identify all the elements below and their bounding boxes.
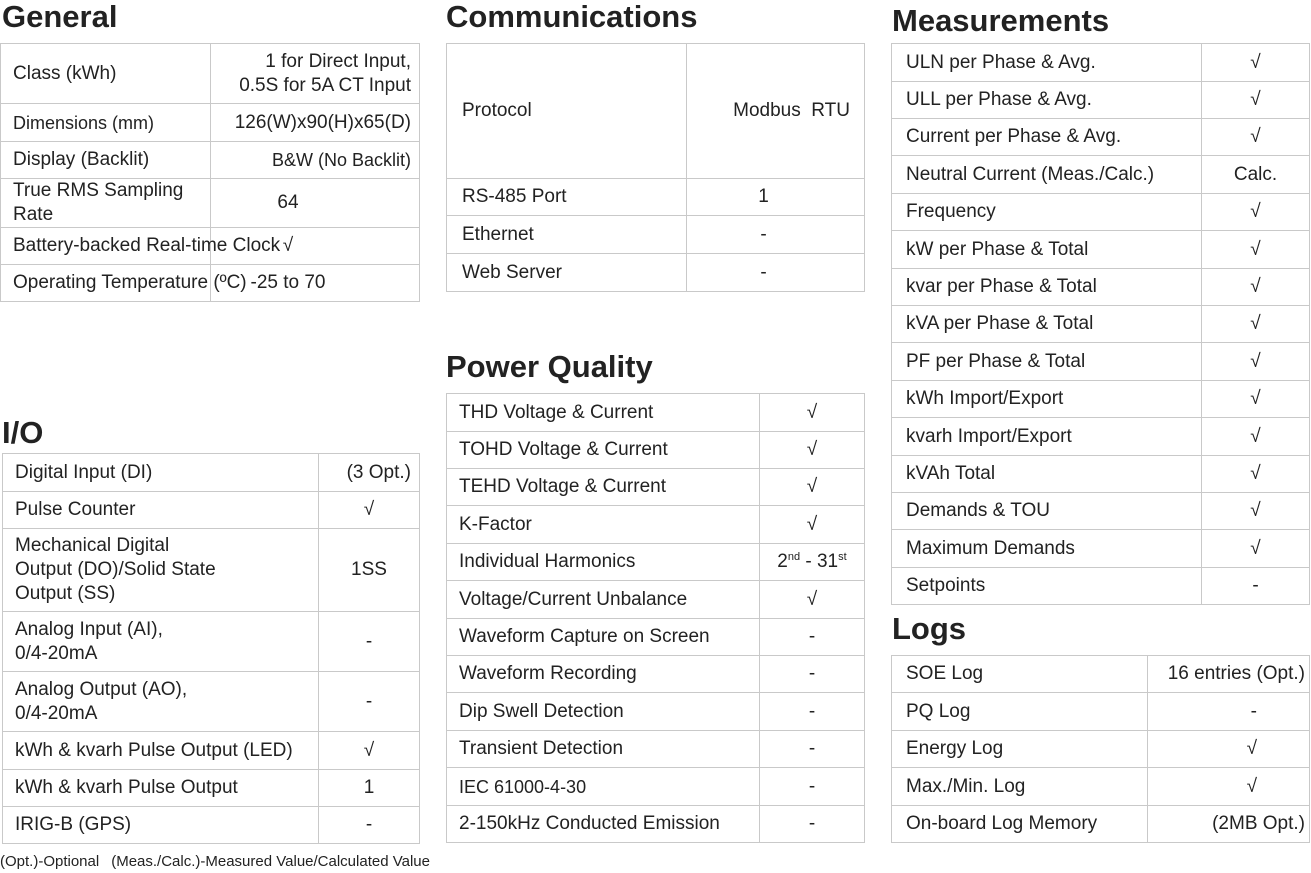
row-label-line: Analog Input (AI), xyxy=(15,618,163,640)
row-value: √ xyxy=(760,469,865,506)
row-value: (3 Opt.) xyxy=(319,454,420,492)
general-title: General xyxy=(2,0,118,34)
row-value: - xyxy=(319,807,420,844)
row-value: √ xyxy=(1202,381,1310,418)
table-row xyxy=(3,770,420,807)
row-value: √ xyxy=(760,506,865,544)
table-row xyxy=(447,768,865,806)
table-row xyxy=(892,656,1310,693)
table-row xyxy=(3,612,420,672)
table-row xyxy=(1,142,420,179)
row-value: - xyxy=(1202,568,1310,605)
row-value-line: 0.5S for 5A CT Input xyxy=(239,74,411,96)
row-label: Energy Log xyxy=(892,731,1148,768)
table-row xyxy=(1,228,420,265)
table-row xyxy=(447,806,865,843)
logs-title: Logs xyxy=(892,611,967,646)
ordinal-suffix: st xyxy=(838,551,847,563)
row-label: Current per Phase & Avg. xyxy=(892,119,1202,156)
table-row xyxy=(892,731,1310,768)
row-value: √ xyxy=(1148,768,1310,806)
row-label: Max./Min. Log xyxy=(892,768,1148,806)
row-value: (2MB Opt.) xyxy=(1148,806,1310,843)
row-label: Ethernet xyxy=(447,216,687,254)
table-row xyxy=(892,456,1310,493)
row-value: √ xyxy=(1202,269,1310,306)
row-value: 1 xyxy=(319,770,420,807)
table-row xyxy=(892,768,1310,806)
table-row xyxy=(892,530,1310,568)
row-value: √ xyxy=(1202,530,1310,568)
harmonic-range: - 31 xyxy=(800,551,839,572)
row-value: 1SS xyxy=(319,529,420,612)
row-value xyxy=(760,544,865,581)
row-label: Waveform Capture on Screen xyxy=(447,619,760,656)
row-value: √ xyxy=(319,732,420,770)
table-row xyxy=(892,693,1310,731)
power-quality-table xyxy=(446,393,865,843)
row-value: √ xyxy=(1202,119,1310,156)
row-label: Dip Swell Detection xyxy=(447,693,760,731)
table-row xyxy=(447,179,865,216)
row-value: √ xyxy=(760,394,865,432)
power-quality-title: Power Quality xyxy=(446,349,653,384)
harmonic-start: 2 xyxy=(777,551,788,572)
table-row xyxy=(3,529,420,612)
table-row xyxy=(892,44,1310,82)
row-label: Individual Harmonics xyxy=(447,544,760,581)
table-row xyxy=(892,381,1310,418)
table-row xyxy=(447,394,865,432)
table-row xyxy=(447,469,865,506)
communications-title: Communications xyxy=(446,0,698,34)
row-label: PQ Log xyxy=(892,693,1148,731)
row-label: On-board Log Memory xyxy=(892,806,1148,843)
table-row xyxy=(892,568,1310,605)
table-row xyxy=(3,732,420,770)
table-row xyxy=(447,506,865,544)
row-label: Waveform Recording xyxy=(447,656,760,693)
row-label: Pulse Counter xyxy=(3,492,319,529)
row-label: Neutral Current (Meas./Calc.) xyxy=(892,156,1202,194)
footnote xyxy=(0,853,430,871)
table-row xyxy=(892,194,1310,231)
table-row xyxy=(447,619,865,656)
row-label: Dimensions (mm) xyxy=(1,104,211,142)
row-value: √ xyxy=(1202,194,1310,231)
row-label: Protocol xyxy=(447,44,687,179)
row-value: √ xyxy=(1202,493,1310,530)
table-row xyxy=(1,44,420,104)
table-row xyxy=(1,265,420,302)
communications-table xyxy=(446,43,865,292)
measurements-title: Measurements xyxy=(892,3,1110,38)
row-value: 16 entries (Opt.) xyxy=(1148,656,1310,693)
row-label: IRIG-B (GPS) xyxy=(3,807,319,844)
table-row xyxy=(892,418,1310,456)
row-value: B&W (No Backlit) xyxy=(211,142,420,179)
io-title: I/O xyxy=(2,415,44,450)
row-value-line: 1 for Direct Input, xyxy=(265,50,411,72)
row-value: √ xyxy=(1202,456,1310,493)
row-label-line: Output (SS) xyxy=(15,583,116,604)
row-value: - xyxy=(760,768,865,806)
row-value: -25 to 70 xyxy=(211,265,420,302)
row-value: √ xyxy=(1202,418,1310,456)
row-value: Calc. xyxy=(1202,156,1310,194)
row-value: - xyxy=(760,619,865,656)
row-label: Transient Detection xyxy=(447,731,760,768)
row-label-line: 0/4-20mA xyxy=(15,702,98,724)
table-row xyxy=(892,806,1310,843)
row-label: Battery-backed Real-time Clock xyxy=(1,228,211,265)
row-label xyxy=(3,672,319,732)
row-label: Setpoints xyxy=(892,568,1202,605)
row-value: - xyxy=(1148,693,1310,731)
table-row xyxy=(892,343,1310,381)
row-label: TEHD Voltage & Current xyxy=(447,469,760,506)
row-label: IEC 61000-4-30 xyxy=(447,768,760,806)
row-label-line: 0/4-20mA xyxy=(15,642,98,664)
row-value: √ xyxy=(1202,231,1310,269)
row-label: RS-485 Port xyxy=(447,179,687,216)
row-label: Maximum Demands xyxy=(892,530,1202,568)
row-value: - xyxy=(319,672,420,732)
row-value: √ xyxy=(760,432,865,469)
table-row xyxy=(1,104,420,142)
io-table xyxy=(2,453,420,844)
row-value: - xyxy=(760,693,865,731)
table-row xyxy=(3,454,420,492)
table-row xyxy=(447,254,865,292)
row-label: kWh Import/Export xyxy=(892,381,1202,418)
table-row xyxy=(447,44,865,179)
row-label-line: Mechanical Digital xyxy=(15,535,170,556)
table-row xyxy=(447,581,865,619)
row-value: √ xyxy=(211,228,420,265)
general-table xyxy=(0,43,420,302)
table-row xyxy=(447,432,865,469)
table-row xyxy=(892,156,1310,194)
row-value: - xyxy=(319,612,420,672)
footnote-meas-calc: (Meas./Calc.)-Measured Value/Calculated Value xyxy=(111,853,430,870)
row-label: Class (kWh) xyxy=(1,44,211,104)
row-value: √ xyxy=(1202,306,1310,343)
row-label: PF per Phase & Total xyxy=(892,343,1202,381)
row-label-line: Analog Output (AO), xyxy=(15,678,188,700)
row-label: Digital Input (DI) xyxy=(3,454,319,492)
row-label: kvarh Import/Export xyxy=(892,418,1202,456)
table-row xyxy=(892,306,1310,343)
row-value: 126(W)x90(H)x65(D) xyxy=(211,104,420,142)
logs-table xyxy=(891,655,1310,843)
row-label: True RMS Sampling Rate xyxy=(1,179,211,228)
row-label: 2-150kHz Conducted Emission xyxy=(447,806,760,843)
table-row xyxy=(447,731,865,768)
row-label: Operating Temperature (ºC) xyxy=(1,265,211,302)
row-label: kvar per Phase & Total xyxy=(892,269,1202,306)
row-value: √ xyxy=(760,581,865,619)
table-row xyxy=(3,672,420,732)
row-value: √ xyxy=(1202,82,1310,119)
row-label: kWh & kvarh Pulse Output xyxy=(3,770,319,807)
row-label: ULN per Phase & Avg. xyxy=(892,44,1202,82)
table-row xyxy=(447,216,865,254)
table-row xyxy=(892,82,1310,119)
footnote-optional: (Opt.)-Optional xyxy=(0,853,100,870)
table-row xyxy=(447,544,865,581)
table-row xyxy=(892,269,1310,306)
row-label: Frequency xyxy=(892,194,1202,231)
row-label: TOHD Voltage & Current xyxy=(447,432,760,469)
table-row xyxy=(3,807,420,844)
row-value: 1 xyxy=(687,179,865,216)
table-row xyxy=(892,493,1310,530)
row-label: Web Server xyxy=(447,254,687,292)
row-label: kVAh Total xyxy=(892,456,1202,493)
row-label: kWh & kvarh Pulse Output (LED) xyxy=(3,732,319,770)
row-label: THD Voltage & Current xyxy=(447,394,760,432)
row-label: kW per Phase & Total xyxy=(892,231,1202,269)
row-value xyxy=(211,44,420,104)
row-value: - xyxy=(760,731,865,768)
row-value: 64 xyxy=(211,179,420,228)
row-value: √ xyxy=(319,492,420,529)
row-label-line: Output (DO)/Solid State xyxy=(15,559,216,580)
row-label: ULL per Phase & Avg. xyxy=(892,82,1202,119)
row-label xyxy=(3,529,319,612)
table-row xyxy=(892,119,1310,156)
row-value: √ xyxy=(1148,731,1310,768)
row-label: Display (Backlit) xyxy=(1,142,211,179)
row-value: √ xyxy=(1202,343,1310,381)
measurements-table xyxy=(891,43,1310,605)
row-label: K-Factor xyxy=(447,506,760,544)
table-row xyxy=(892,231,1310,269)
row-value: - xyxy=(760,656,865,693)
table-row xyxy=(447,656,865,693)
row-label: kVA per Phase & Total xyxy=(892,306,1202,343)
row-label: Voltage/Current Unbalance xyxy=(447,581,760,619)
row-value: Modbus RTU xyxy=(687,44,865,179)
table-row xyxy=(447,693,865,731)
table-row xyxy=(1,179,420,228)
row-value: - xyxy=(687,254,865,292)
row-value: - xyxy=(760,806,865,843)
row-value: - xyxy=(687,216,865,254)
row-value: √ xyxy=(1202,44,1310,82)
row-label xyxy=(3,612,319,672)
row-label: SOE Log xyxy=(892,656,1148,693)
ordinal-suffix: nd xyxy=(787,551,801,563)
table-row xyxy=(3,492,420,529)
row-label: Demands & TOU xyxy=(892,493,1202,530)
